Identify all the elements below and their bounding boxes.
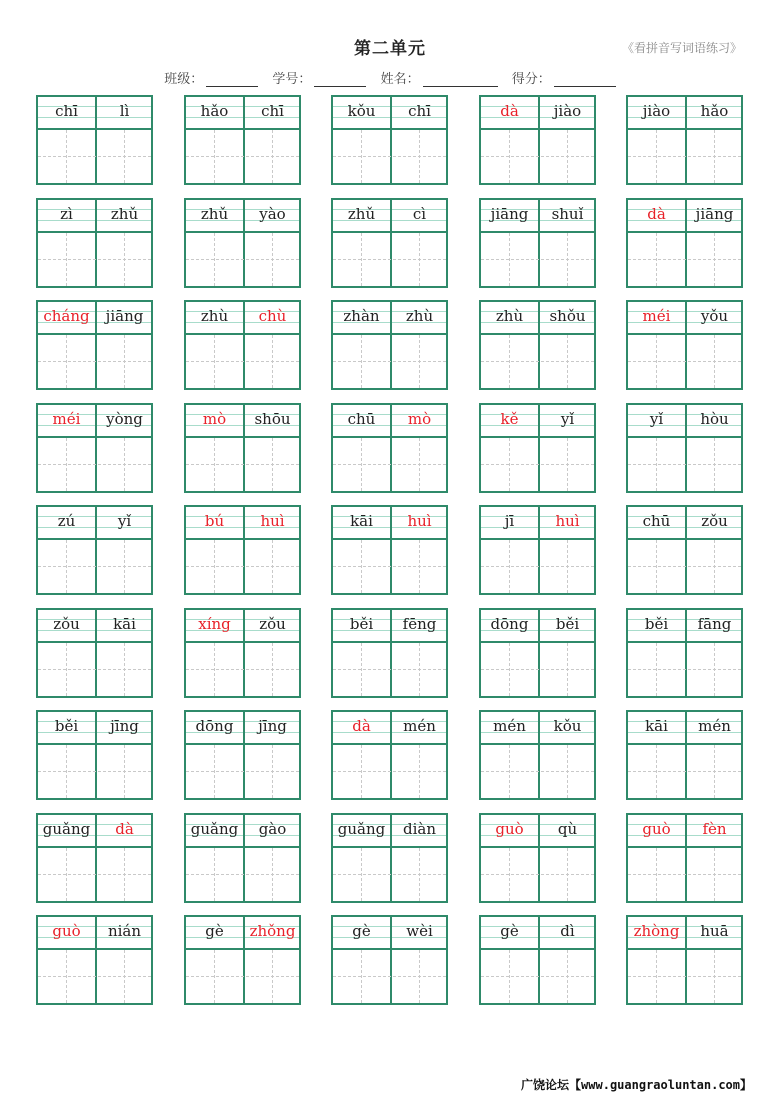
writing-cell[interactable] bbox=[38, 848, 95, 901]
writing-cell[interactable] bbox=[628, 233, 685, 286]
pinyin-label: jiāng bbox=[695, 205, 734, 223]
pinyin-label: yǐ bbox=[117, 512, 132, 530]
writing-cell[interactable] bbox=[539, 438, 596, 491]
pinyin-label: zhàn bbox=[343, 307, 380, 325]
writing-cell[interactable] bbox=[539, 335, 596, 388]
writing-cell[interactable] bbox=[686, 233, 743, 286]
word-box bbox=[184, 813, 301, 903]
pinyin-label: hòu bbox=[700, 410, 729, 428]
subtitle: 《看拼音写词语练习》 bbox=[621, 41, 742, 55]
writing-cell[interactable] bbox=[333, 130, 390, 183]
writing-cell[interactable] bbox=[391, 540, 448, 593]
pinyin-label: qù bbox=[557, 820, 578, 838]
word-box bbox=[331, 198, 448, 288]
writing-cell[interactable] bbox=[38, 745, 95, 798]
writing-cell[interactable] bbox=[686, 643, 743, 696]
pinyin-label: jiào bbox=[642, 102, 671, 120]
writing-cell[interactable] bbox=[686, 848, 743, 901]
pinyin-label: huā bbox=[700, 922, 729, 940]
writing-cell[interactable] bbox=[244, 233, 301, 286]
writing-cell[interactable] bbox=[186, 438, 243, 491]
pinyin-label: zhǔ bbox=[347, 205, 376, 223]
writing-cell[interactable] bbox=[686, 745, 743, 798]
pinyin-label: zhǒng bbox=[249, 922, 296, 940]
pinyin-label: mò bbox=[202, 410, 227, 428]
pinyin-label: zì bbox=[60, 205, 73, 223]
pinyin-label: kě bbox=[500, 410, 519, 428]
writing-cell[interactable] bbox=[481, 950, 538, 1003]
writing-cell[interactable] bbox=[96, 848, 153, 901]
pinyin-label: chī bbox=[261, 102, 284, 120]
pinyin-label: diàn bbox=[402, 820, 436, 838]
pinyin-label: běi bbox=[555, 615, 580, 633]
word-box bbox=[479, 608, 596, 698]
writing-cell[interactable] bbox=[628, 540, 685, 593]
writing-cell[interactable] bbox=[628, 335, 685, 388]
writing-cell[interactable] bbox=[391, 438, 448, 491]
pinyin-label: guǎng bbox=[42, 820, 91, 838]
pinyin-label: guǎng bbox=[190, 820, 239, 838]
writing-cell[interactable] bbox=[391, 745, 448, 798]
pinyin-label: guò bbox=[52, 922, 81, 940]
word-box bbox=[626, 300, 743, 390]
pinyin-label: méi bbox=[642, 307, 671, 325]
writing-cell[interactable] bbox=[333, 438, 390, 491]
writing-cell[interactable] bbox=[686, 950, 743, 1003]
pinyin-label: yǐ bbox=[649, 410, 664, 428]
word-box bbox=[331, 710, 448, 800]
pinyin-label: dōng bbox=[490, 615, 529, 633]
writing-cell[interactable] bbox=[481, 233, 538, 286]
pinyin-label: hǎo bbox=[700, 102, 729, 120]
pinyin-label: yǒu bbox=[700, 307, 729, 325]
writing-cell[interactable] bbox=[333, 745, 390, 798]
writing-cell[interactable] bbox=[628, 130, 685, 183]
name-label: 姓名： bbox=[380, 72, 420, 87]
pinyin-label: zhòng bbox=[633, 922, 680, 940]
pinyin-label: shǒu bbox=[549, 307, 586, 325]
pinyin-label: kǒu bbox=[347, 102, 376, 120]
writing-cell[interactable] bbox=[38, 540, 95, 593]
pinyin-label: zǒu bbox=[259, 615, 286, 633]
pinyin-label: jī bbox=[504, 512, 515, 530]
pinyin-label: zǒu bbox=[701, 512, 728, 530]
score-field bbox=[512, 68, 616, 87]
writing-cell[interactable] bbox=[539, 950, 596, 1003]
pinyin-label: jiāng bbox=[490, 205, 529, 223]
word-box bbox=[479, 915, 596, 1005]
word-box bbox=[331, 608, 448, 698]
word-box bbox=[626, 813, 743, 903]
pinyin-label: méi bbox=[52, 410, 81, 428]
writing-cell[interactable] bbox=[333, 643, 390, 696]
pinyin-label: dà bbox=[352, 717, 371, 735]
word-box bbox=[184, 505, 301, 595]
pinyin-label: guǎng bbox=[337, 820, 386, 838]
word-box bbox=[184, 608, 301, 698]
writing-cell[interactable] bbox=[539, 745, 596, 798]
writing-cell[interactable] bbox=[539, 540, 596, 593]
word-box bbox=[36, 198, 153, 288]
pinyin-label: běi bbox=[644, 615, 669, 633]
writing-cell[interactable] bbox=[391, 130, 448, 183]
pinyin-label: guò bbox=[495, 820, 524, 838]
writing-cell[interactable] bbox=[686, 335, 743, 388]
writing-cell[interactable] bbox=[539, 233, 596, 286]
pinyin-label: jiāng bbox=[105, 307, 144, 325]
pinyin-label: yào bbox=[259, 205, 286, 223]
pinyin-label: kǒu bbox=[553, 717, 582, 735]
writing-cell[interactable] bbox=[96, 745, 153, 798]
word-box bbox=[331, 813, 448, 903]
writing-cell[interactable] bbox=[481, 643, 538, 696]
pinyin-label: gào bbox=[258, 820, 287, 838]
word-box bbox=[36, 710, 153, 800]
word-box bbox=[36, 505, 153, 595]
writing-cell[interactable] bbox=[539, 130, 596, 183]
writing-cell[interactable] bbox=[244, 438, 301, 491]
writing-cell[interactable] bbox=[38, 950, 95, 1003]
name-input-line[interactable] bbox=[423, 74, 498, 87]
pinyin-label: huì bbox=[407, 512, 432, 530]
word-box bbox=[626, 915, 743, 1005]
pinyin-label: bú bbox=[204, 512, 225, 530]
pinyin-label: dì bbox=[560, 922, 575, 940]
writing-cell[interactable] bbox=[333, 233, 390, 286]
word-box bbox=[184, 403, 301, 493]
pinyin-label: dà bbox=[647, 205, 666, 223]
writing-cell[interactable] bbox=[38, 438, 95, 491]
writing-cell[interactable] bbox=[628, 438, 685, 491]
writing-cell[interactable] bbox=[391, 848, 448, 901]
pinyin-label: mén bbox=[403, 717, 436, 735]
pinyin-label: kāi bbox=[113, 615, 136, 633]
class-field bbox=[164, 68, 258, 87]
name-field bbox=[381, 68, 498, 87]
writing-cell[interactable] bbox=[333, 950, 390, 1003]
pinyin-label: zǒu bbox=[53, 615, 80, 633]
word-box bbox=[331, 300, 448, 390]
word-box bbox=[626, 710, 743, 800]
pinyin-label: zú bbox=[57, 512, 76, 530]
writing-cell[interactable] bbox=[481, 335, 538, 388]
writing-cell[interactable] bbox=[96, 438, 153, 491]
writing-cell[interactable] bbox=[244, 745, 301, 798]
writing-cell[interactable] bbox=[96, 540, 153, 593]
word-box bbox=[184, 710, 301, 800]
pinyin-label: yǐ bbox=[560, 410, 575, 428]
pinyin-label: shōu bbox=[254, 410, 291, 428]
pinyin-label: běi bbox=[54, 717, 79, 735]
class-input-line[interactable] bbox=[206, 74, 258, 87]
student-number-field bbox=[272, 68, 366, 87]
pinyin-label: kāi bbox=[645, 717, 668, 735]
pinyin-label: jiào bbox=[553, 102, 582, 120]
footer-credit: 广饶论坛【www.guangraoluntan.com】 bbox=[521, 1078, 752, 1092]
writing-cell[interactable] bbox=[391, 233, 448, 286]
writing-cell[interactable] bbox=[244, 643, 301, 696]
class-label: 班级： bbox=[164, 72, 204, 87]
writing-cell[interactable] bbox=[244, 848, 301, 901]
pinyin-label: gè bbox=[205, 922, 224, 940]
writing-cell[interactable] bbox=[539, 643, 596, 696]
writing-cell[interactable] bbox=[244, 950, 301, 1003]
pinyin-label: jīng bbox=[110, 717, 139, 735]
pinyin-label: huì bbox=[260, 512, 285, 530]
writing-cell[interactable] bbox=[186, 335, 243, 388]
writing-cell[interactable] bbox=[333, 540, 390, 593]
writing-cell[interactable] bbox=[628, 848, 685, 901]
pinyin-label: chī bbox=[408, 102, 431, 120]
pinyin-label: gè bbox=[352, 922, 371, 940]
word-box bbox=[479, 300, 596, 390]
writing-cell[interactable] bbox=[244, 335, 301, 388]
word-box bbox=[479, 505, 596, 595]
writing-cell[interactable] bbox=[391, 950, 448, 1003]
pinyin-label: chī bbox=[55, 102, 78, 120]
word-box bbox=[184, 915, 301, 1005]
writing-cell[interactable] bbox=[244, 130, 301, 183]
pinyin-label: mén bbox=[698, 717, 731, 735]
word-box bbox=[184, 198, 301, 288]
writing-cell[interactable] bbox=[186, 848, 243, 901]
word-box bbox=[331, 915, 448, 1005]
pinyin-label: zhù bbox=[495, 307, 524, 325]
writing-cell[interactable] bbox=[96, 643, 153, 696]
pinyin-label: yòng bbox=[106, 410, 143, 428]
word-box bbox=[36, 608, 153, 698]
writing-cell[interactable] bbox=[186, 950, 243, 1003]
pinyin-label: dà bbox=[500, 102, 519, 120]
pinyin-label: cháng bbox=[43, 307, 90, 325]
writing-cell[interactable] bbox=[38, 130, 95, 183]
word-box bbox=[626, 198, 743, 288]
writing-cell[interactable] bbox=[628, 950, 685, 1003]
pinyin-label: dōng bbox=[195, 717, 234, 735]
score-input-line[interactable] bbox=[554, 74, 616, 87]
pinyin-label: mén bbox=[493, 717, 526, 735]
pinyin-label: dà bbox=[115, 820, 134, 838]
pinyin-label: guò bbox=[642, 820, 671, 838]
writing-cell[interactable] bbox=[391, 643, 448, 696]
pinyin-label: lì bbox=[119, 102, 130, 120]
writing-cell[interactable] bbox=[686, 438, 743, 491]
writing-cell[interactable] bbox=[481, 540, 538, 593]
pinyin-label: huì bbox=[555, 512, 580, 530]
writing-cell[interactable] bbox=[686, 540, 743, 593]
word-box bbox=[331, 505, 448, 595]
word-box bbox=[626, 505, 743, 595]
score-label: 得分： bbox=[511, 72, 551, 87]
pinyin-label: nián bbox=[107, 922, 142, 940]
writing-cell[interactable] bbox=[391, 335, 448, 388]
pinyin-label: chù bbox=[258, 307, 287, 325]
pinyin-label: fēng bbox=[402, 615, 437, 633]
word-box bbox=[479, 813, 596, 903]
word-box bbox=[626, 403, 743, 493]
word-box bbox=[36, 813, 153, 903]
student-number-label: 学号： bbox=[272, 72, 312, 87]
writing-cell[interactable] bbox=[481, 438, 538, 491]
pinyin-label: fèn bbox=[702, 820, 727, 838]
student-info-row bbox=[0, 68, 780, 87]
writing-cell[interactable] bbox=[38, 233, 95, 286]
writing-cell[interactable] bbox=[186, 233, 243, 286]
word-box bbox=[479, 95, 596, 185]
writing-cell[interactable] bbox=[628, 745, 685, 798]
writing-cell[interactable] bbox=[38, 335, 95, 388]
word-box bbox=[36, 300, 153, 390]
pinyin-label: chū bbox=[642, 512, 671, 530]
pinyin-label: zhǔ bbox=[110, 205, 139, 223]
writing-cell[interactable] bbox=[481, 848, 538, 901]
writing-cell[interactable] bbox=[539, 848, 596, 901]
word-box bbox=[479, 710, 596, 800]
pinyin-label: fāng bbox=[697, 615, 732, 633]
pinyin-label: zhù bbox=[200, 307, 229, 325]
pinyin-label: wèi bbox=[406, 922, 433, 940]
writing-cell[interactable] bbox=[244, 540, 301, 593]
writing-cell[interactable] bbox=[186, 130, 243, 183]
pinyin-label: mò bbox=[407, 410, 432, 428]
pinyin-label: kāi bbox=[350, 512, 373, 530]
pinyin-label: jīng bbox=[258, 717, 287, 735]
page-title: 第二单元 bbox=[354, 39, 426, 59]
word-box bbox=[626, 95, 743, 185]
pinyin-label: cì bbox=[412, 205, 427, 223]
word-box bbox=[36, 95, 153, 185]
word-box bbox=[331, 403, 448, 493]
writing-cell[interactable] bbox=[186, 540, 243, 593]
pinyin-label: hǎo bbox=[200, 102, 229, 120]
writing-cell[interactable] bbox=[628, 643, 685, 696]
pinyin-label: běi bbox=[349, 615, 374, 633]
pinyin-label: zhǔ bbox=[200, 205, 229, 223]
writing-cell[interactable] bbox=[481, 130, 538, 183]
pinyin-label: shuǐ bbox=[551, 205, 584, 223]
writing-cell[interactable] bbox=[96, 130, 153, 183]
writing-cell[interactable] bbox=[333, 335, 390, 388]
word-box bbox=[479, 198, 596, 288]
pinyin-label: chū bbox=[347, 410, 376, 428]
word-box bbox=[184, 300, 301, 390]
writing-cell[interactable] bbox=[96, 233, 153, 286]
writing-cell[interactable] bbox=[686, 130, 743, 183]
writing-cell[interactable] bbox=[96, 950, 153, 1003]
writing-cell[interactable] bbox=[186, 745, 243, 798]
writing-cell[interactable] bbox=[186, 643, 243, 696]
pinyin-label: zhù bbox=[405, 307, 434, 325]
word-box bbox=[36, 915, 153, 1005]
pinyin-label: gè bbox=[500, 922, 519, 940]
writing-cell[interactable] bbox=[96, 335, 153, 388]
pinyin-label: xíng bbox=[198, 615, 231, 633]
writing-cell[interactable] bbox=[38, 643, 95, 696]
writing-cell[interactable] bbox=[481, 745, 538, 798]
word-box bbox=[36, 403, 153, 493]
word-box bbox=[479, 403, 596, 493]
word-box bbox=[626, 608, 743, 698]
student-number-input-line[interactable] bbox=[314, 74, 366, 87]
word-box bbox=[331, 95, 448, 185]
word-box bbox=[184, 95, 301, 185]
writing-cell[interactable] bbox=[333, 848, 390, 901]
